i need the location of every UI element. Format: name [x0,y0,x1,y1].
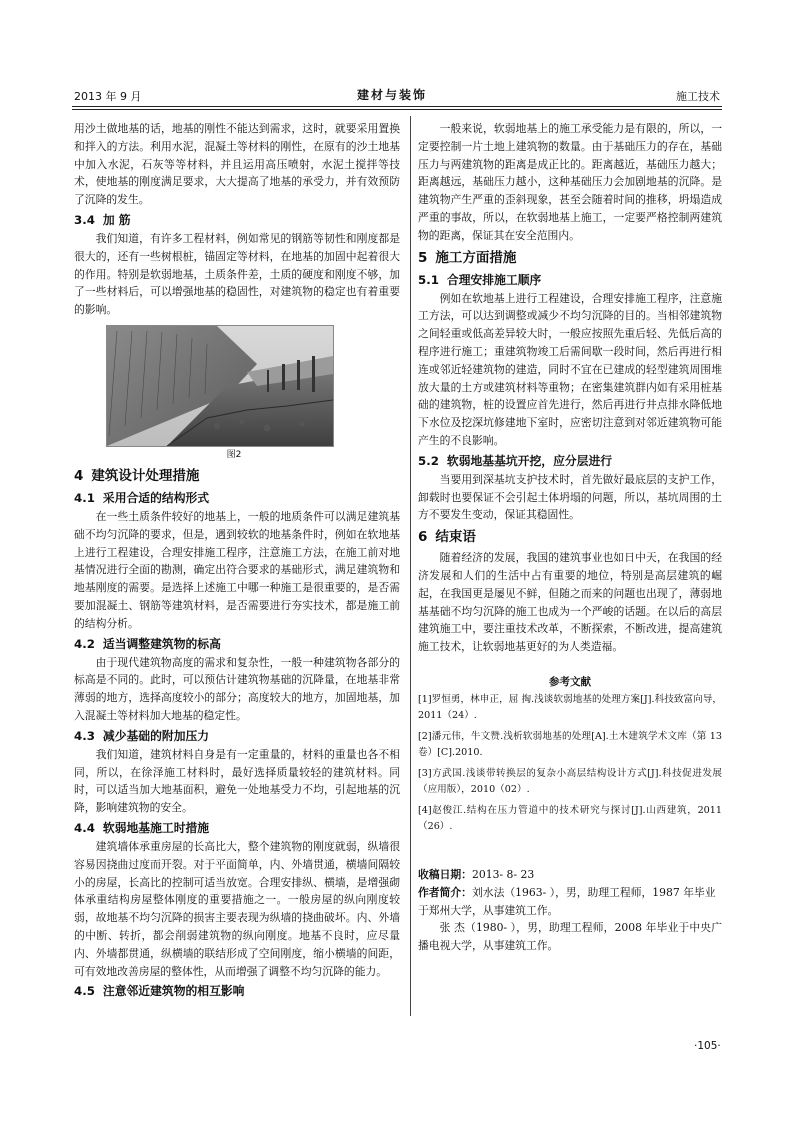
section-title: 结束语 [435,529,476,546]
paragraph: 我们知道，有许多工程材料，例如常见的钢筋等韧性和刚度都是很大的，还有一些树根桩，锚固定等材料，在地基的加固中起着很大的作用。特别是软弱地基，土质条件差，土质的硬度和刚度不够，加了一些材料后，可以增强地基的稳固性，对建筑物的稳定也有着重要的影响。 [74,231,400,317]
author-label: 作者简介： [418,885,472,899]
section-heading-6 [418,526,722,548]
section-title: 适当调整建筑物的标高 [102,636,221,651]
page-number: ·105· [694,1040,721,1052]
section-number: 4.2 [74,636,95,651]
received-date [418,866,722,884]
page-header [72,86,722,108]
section-title: 软弱地基基坑开挖，应分层进行 [446,453,613,468]
section-title: 软弱地基施工时措施 [102,820,210,835]
section-title: 合理安排施工顺序 [446,272,542,287]
section-number: 4.5 [74,984,95,999]
section-number: 3.4 [74,212,95,227]
reference-item: [2]潘元伟，牛文赞.浅析软弱地基的处理[A].土木建筑学术文库（第 13 卷）[C].2010. [418,730,722,759]
section-number: 4.1 [74,490,95,505]
paragraph: 随着经济的发展，我国的建筑事业也如日中天，在我国的经济发展和人们的生活中占有重要的地位，特别是高层建筑的崛起，在我国更是屡见不鲜，但随之而来的问题也出现了，薄弱地基基础不均匀沉降的施工也成为一个严峻的话题。在以后的高层建筑施工中，要注重技术改革，不断探索，不断改进，提高建筑施工技术，让软弱地基更好的为人类造福。 [418,551,722,654]
section-heading-5-2 [418,451,722,471]
section-heading-4-1 [74,488,400,508]
section-number: 4 [74,467,84,484]
paragraph: 建筑墙体承重房屋的长高比大，整个建筑物的刚度就弱，纵墙很容易因挠曲过度而开裂。对于平面简单，内、外墙贯通，横墙间隔较小的房屋，长高比的控制可适当放宽。合理安排纵、横墙，是增强砌体承重结构房屋整体刚度的重要措施之一。一般房屋的纵向刚度较弱，故地基不均匀沉降的损害主要表现为纵墙的挠曲破坏。内、外墙的中断、转折，都会削弱建筑物的纵向刚度。地基不良时，应尽量内、外墙都贯通，纵横墙的联结形成了空间刚度，缩小横墙的间距，可有效地改善房屋的整体性，从而增强了调整不均匀沉降的能力。 [74,839,400,978]
section-title: 加 筋 [102,212,131,227]
author-bio [418,884,722,920]
figure-caption: 图2 [226,449,242,460]
paragraph: 我们知道，建筑材料自身是有一定重量的，材料的重量也各不相同，所以，在徐泽施工材料时，最好选择质量较轻的建筑材料。同时，可以适当加大地基面积，避免一处地基受力不均，引起地基的沉降，影响建筑物的安全。 [74,747,400,815]
reference-item: [3]方武国.浅谈带转换层的复杂小高层结构设计方式[J].科技促进发展（应用版），2010（02）. [418,767,722,796]
section-number: 5 [418,249,428,266]
construction-site-photo [106,325,334,447]
paragraph: 一般来说，软弱地基上的施工承受能力是有限的，所以，一定要控制一片土地上建筑物的数量。由于基础压力的存在，基础压力与两建筑物的距离是成正比的。距离越近，基础压力越大；距离越远，基础压力越小，这种基础压力会加剧地基的沉降。是建筑物产生严重的歪斜现象，甚至会随着时间的推移，坍塌造成严重的事故，所以，在软弱地基上施工，一定要严格控制两建筑物的距离，保证其在安全范围内。 [418,122,722,242]
section-heading-4-4 [74,818,400,838]
section-heading-5 [418,247,722,269]
section-heading-4-3 [74,726,400,746]
section-number: 4.3 [74,728,95,743]
received-label: 收稿日期： [418,867,472,881]
author-text: 刘水法（1963- ），男，助理工程师，1987 年毕业于郑州大学，从事建筑工作。 [418,885,716,917]
section-title: 注意邻近建筑物的相互影响 [102,984,245,999]
column-divider [410,116,411,1016]
header-rule [72,106,722,107]
issue-date: 2013 年 9 月 [74,90,142,103]
references-title: 参考文献 [549,675,591,688]
reference-item: [4]赵俊江.结构在压力管道中的技术研究与探讨[J].山西建筑，2011（26）. [418,804,722,833]
section-heading-4-2 [74,634,400,654]
paragraph: 当要用到深基坑支护技术时，首先做好最底层的支护工作，卸载时也要保证不会引起土体坍塌的问题，所以，基坑周围的土方不要发生变动，保证其稳固性。 [418,472,722,522]
section-title: 减少基础的附加压力 [102,728,210,743]
right-column [418,120,722,955]
paragraph: 用沙土做地基的话，地基的刚性不能达到需求，这时，就要采用置换和拌入的方法。利用水泥，混凝土等材料的刚性，在原有的沙土地基中加入水泥，石灰等等材料，并且运用高压喷射，水泥土搅拌等技术，使地基的刚度满足要求，大大提高了地基的承受力，并有效预防了沉降的发生。 [74,122,400,207]
paragraph: 在一些土质条件较好的地基上，一般的地质条件可以满足建筑基础不均匀沉降的要求，但是，遇到较软的地基条件时，例如在软地基上进行工程建设，合理安排施工程序，注意施工方法，在施工前对地基情况进行全面的勘测，确定出符合要求的基础形式，满足建筑物和地基刚度的需要。是选择上述施工中哪一种施工是很重要的，是否需要加混凝土、钢筋等建筑材料，是否需要进行夯实技术，都是施工前的结构分析。 [74,509,400,630]
section-heading-4 [74,465,400,487]
section-name: 施工技术 [676,90,720,103]
photo-illustration [107,326,333,446]
section-number: 5.2 [418,453,439,468]
paragraph: 例如在软地基上进行工程建设，合理安排施工程序，注意施工方法，可以达到调整或减少不均匀沉降的目的。当相邻建筑物之间轻重或低高差异较大时，一般应按照先重后轻、先低后高的程序进行施工；重建筑物竣工后需间歇一段时间，然后再进行相连或邻近轻建筑物的建造，同时不宜在已建成的轻型建筑周围堆放大量的土方或建筑材料等重物；在密集建筑群内如有采用桩基础的建筑物，桩的设置应首先进行，然后再进行井点排水降低地下水位及挖深坑修建地下室时，应密切注意到对邻近建筑物可能产生的不良影响。 [418,291,722,447]
header-rule-thin [72,109,722,110]
reference-item: [1]罗恒勇，林申正，屈 掏.浅谈软弱地基的处理方案[J].科技致富向导，2011（24）. [418,693,722,722]
left-column [74,120,400,1001]
section-title: 施工方面措施 [435,249,517,266]
author-bio-second: 张 杰（1980- ），男，助理工程师，2008 年毕业于中央广播电视大学，从事建筑工作。 [418,921,722,953]
section-number: 4.4 [74,820,95,835]
journal-logo: 建材与装饰 [357,88,428,102]
section-heading-5-1 [418,270,722,290]
section-title: 采用合适的结构形式 [102,490,210,505]
section-heading-4-5 [74,981,400,1001]
section-number: 5.1 [418,272,439,287]
section-number: 6 [418,529,428,546]
received-value: 2013- 8- 23 [471,867,535,881]
article-meta [418,866,722,955]
paragraph: 由于现代建筑物高度的需求和复杂性，一般一种建筑物各部分的标高是不同的。此时，可以预估计建筑物基础的沉降量，在地基非常薄弱的地方，选择高度较小的部分；高度较大的地方，加固地基，加入混凝土等材料加大地基的稳定性。 [74,655,400,722]
section-heading-3-4 [74,210,400,230]
section-title: 建筑设计处理措施 [91,467,200,484]
